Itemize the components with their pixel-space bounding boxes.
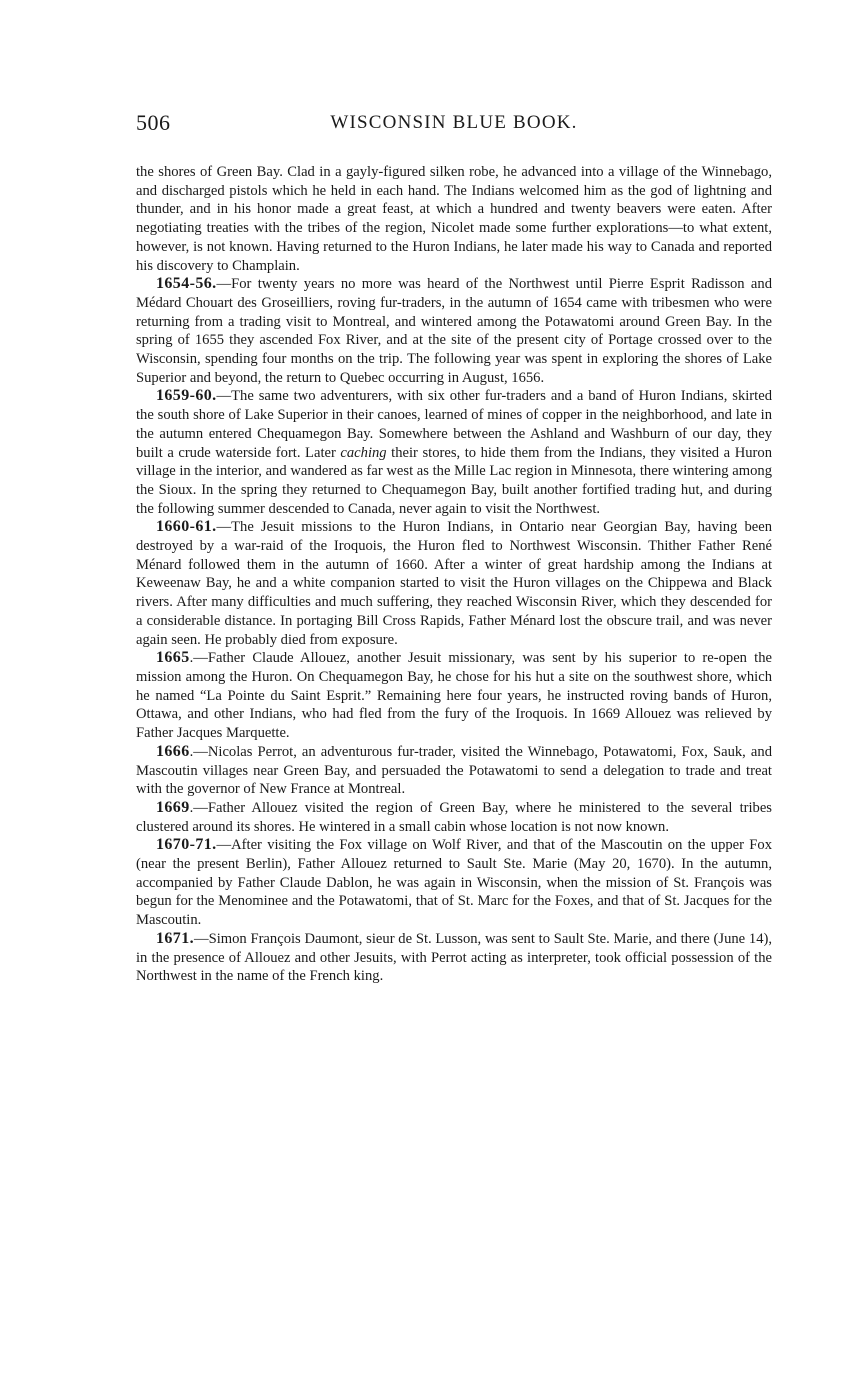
paragraph-text: —Simon François Daumont, sieur de St. Lusson, was sent to Sault Ste. Marie, and there (June 14), in the presence of Allouez and other Jesuits, with Perrot acting as interpreter, took official possession of the Northwest in the name of the French king. bbox=[136, 930, 772, 985]
paragraph-1659-60 bbox=[136, 387, 772, 518]
paragraph-text: —The Jesuit missions to the Huron Indians, in Ontario near Georgian Bay, having been destroyed by a war-raid of the Iroquois, the Huron fled to Northwest Wisconsin. Thither Father René Ménard followed them in the autumn of 1660. After a winter of great hardship among the Indians at Keweenaw Bay, he and a white companion started to visit the Huron villages on the Chippewa and Black rivers. After many difficulties and much suffering, they reached Wisconsin River, which they descended for a considerable distance. In portaging Bill Cross Rapids, Father Ménard lost the obscure trail, and was never again seen. He probably died from exposure. bbox=[136, 519, 772, 648]
year-heading: 1654-56. bbox=[156, 275, 217, 293]
paragraph-1654-56 bbox=[136, 275, 772, 387]
paragraph-1670-71 bbox=[136, 836, 772, 930]
italic-word: caching bbox=[340, 444, 387, 461]
paragraph-1665 bbox=[136, 649, 772, 743]
year-heading: 1666 bbox=[156, 742, 190, 760]
paragraph-nicolet-continued bbox=[136, 163, 772, 275]
paragraph-text: —The same two adventurers, with six other fur-traders and a band of Huron Indians, skirted the south shore of Lake Superior in their canoes, learned of mines of copper in the neighborhood, and late in the autumn entered Chequamegon Bay. Somewhere between the Ashland and Washburn of our day, they built a crude waterside fort. Later bbox=[136, 388, 772, 461]
paragraph-text: .—Father Allouez visited the region of Green Bay, where he ministered to the several tribes clustered around its shores. He wintered in a small cabin whose location is not now known. bbox=[136, 799, 772, 835]
paragraph-text: the shores of Green Bay. Clad in a gayly-figured silken robe, he advanced into a village of the Winnebago, and discharged pistols which he held in each hand. The Indians welcomed him as the god of lightning and thunder, and in his honor made a great feast, at which a hundred and twenty beavers were eaten. After negotiating treaties with the tribes of the region, Nicolet made some further explorations—to what extent, however, is not known. Having returned to the Huron Indians, he later made his way to Canada and reported his discovery to Champlain. bbox=[136, 164, 772, 274]
year-heading: 1669 bbox=[156, 798, 190, 816]
paragraph-1660-61 bbox=[136, 518, 772, 649]
paragraph-text: —After visiting the Fox village on Wolf River, and that of the Mascoutin on the upper Fox (near the present Berlin), Father Allouez returned to Sault Ste. Marie (May 20, 1670). In the autumn, accompanied by Father Claude Dablon, he was again in Wisconsin, when the mission of St. François was begun for the Menominee and the Potawatomi, that of St. Marc for the Foxes, and that of St. Jacques for the Mascoutin. bbox=[136, 837, 772, 929]
paragraph-text: .—Father Claude Allouez, another Jesuit missionary, was sent by his superior to re-open the mission among the Huron. On Chequamegon Bay, he chose for his hut a site on the southwest shore, which he named “La Pointe du Saint Esprit.” Remaining here four years, he instructed roving bands of Huron, Ottawa, and other Indians, who had fled from the fury of the Iroquois. In 1669 Allouez was relieved by Father Jacques Marquette. bbox=[136, 650, 772, 742]
year-heading: 1670-71. bbox=[156, 836, 217, 854]
paragraph-text: their stores, to hide them from the Indians, they visited a Huron village in the interior, and wandered as far west as the Mille Lac region in Minnesota, there wintering among the Sioux. In the spring they returned to Chequamegon Bay, built another fortified trading hut, and during the following summer descended to Canada, never again to visit the Northwest. bbox=[136, 444, 772, 517]
year-heading: 1671. bbox=[156, 929, 194, 947]
paragraph-1671 bbox=[136, 930, 772, 986]
body-text bbox=[136, 163, 772, 986]
paragraph-text: —For twenty years no more was heard of the Northwest until Pierre Esprit Radisson and Médard Chouart des Groseilliers, roving fur-traders, in the autumn of 1654 came with tribesmen who were returning from a trading visit to Montreal, and wintered among the Potawatomi around Green Bay. In the spring of 1655 they ascended Fox River, and at the site of the present city of Portage crossed over to the Wisconsin, spending four months on the trip. The following year was spent in exploring the shores of Lake Superior and beyond, the return to Quebec occurring in August, 1656. bbox=[136, 276, 772, 386]
year-heading: 1660-61. bbox=[156, 518, 217, 536]
paragraph-text: .—Nicolas Perrot, an adventurous fur-trader, visited the Winnebago, Potawatomi, Fox, Sauk, and Mascoutin villages near Green Bay, and persuaded the Potawatomi to send a delegation to trade and treat with the governor of New France at Montreal. bbox=[136, 743, 772, 798]
page-header bbox=[136, 110, 772, 140]
year-heading: 1665 bbox=[156, 649, 190, 667]
paragraph-1666 bbox=[136, 743, 772, 799]
running-title: WISCONSIN BLUE BOOK. bbox=[330, 112, 578, 133]
paragraph-1669 bbox=[136, 799, 772, 836]
year-heading: 1659-60. bbox=[156, 387, 217, 405]
page-number: 506 bbox=[136, 110, 171, 135]
